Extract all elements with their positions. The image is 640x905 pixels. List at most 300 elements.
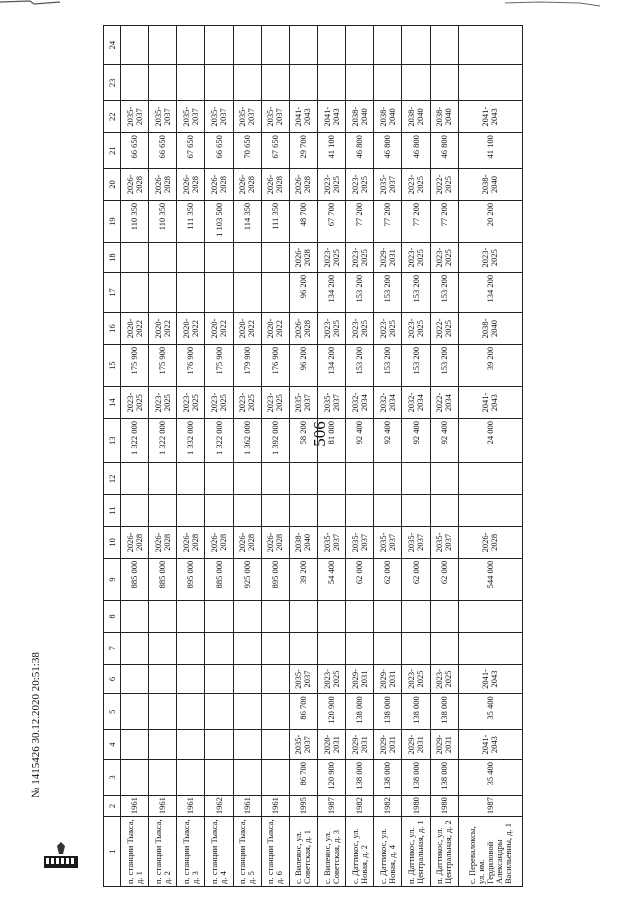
table-cell: 2023-2025	[261, 387, 289, 419]
table-cell: 2035-2037	[289, 664, 317, 694]
table-cell: 2020-2022	[121, 313, 149, 345]
table-cell: 2035-2037	[205, 101, 233, 133]
table-cell: 1961	[261, 795, 289, 816]
address-cell: с. Вилеяос, ул. Советская, д. 1	[289, 817, 317, 887]
table-cell: 77 200	[402, 200, 430, 242]
table-cell: 2041-2043	[458, 730, 522, 760]
table-cell	[374, 463, 402, 495]
table-cell: 2023-2025	[317, 313, 345, 345]
table-cell: 2038-2040	[458, 313, 522, 345]
table-cell: 35 400	[458, 694, 522, 730]
table-cell: 66 650	[149, 133, 177, 169]
table-cell: 153 200	[430, 344, 458, 386]
table-cell: 895 000	[177, 558, 205, 600]
table-cell	[346, 601, 374, 633]
address-cell: с. Перевалоксы, ул. им. Гердиловой Александры Васильевны, д. 1	[458, 817, 522, 887]
table-cell: 2026-2028	[233, 169, 261, 201]
table-cell: 925 000	[233, 558, 261, 600]
table-cell: 2029-2031	[374, 243, 402, 273]
table-cell: 1961	[121, 795, 149, 816]
table-cell: 2038-2040	[402, 101, 430, 133]
table-cell: 67 650	[177, 133, 205, 169]
table-cell	[121, 694, 149, 730]
table-cell: 2023-2025	[402, 169, 430, 201]
table-cell	[205, 243, 233, 273]
table-cell: 2035-2037	[121, 101, 149, 133]
table-cell: 29 700	[289, 133, 317, 169]
table-cell: 2026-2028	[177, 169, 205, 201]
table-cell: 885 000	[121, 558, 149, 600]
table-row	[346, 26, 374, 887]
table-cell: 153 200	[374, 272, 402, 312]
table-cell	[205, 759, 233, 795]
table-cell	[149, 26, 177, 65]
table-row	[458, 26, 522, 887]
table-cell: 885 000	[205, 558, 233, 600]
table-cell	[121, 26, 149, 65]
table-cell: 2026-2028	[205, 527, 233, 559]
table-cell	[233, 664, 261, 694]
table-cell	[121, 65, 149, 101]
table-cell	[205, 272, 233, 312]
table-cell: 1980	[402, 795, 430, 816]
table-header-row	[104, 26, 121, 887]
table-cell	[149, 759, 177, 795]
column-header-8: 8	[104, 601, 121, 633]
table-cell: 2035-2037	[317, 527, 345, 559]
column-header-18: 18	[104, 243, 121, 273]
table-cell: 62 000	[430, 558, 458, 600]
table-row	[289, 26, 317, 887]
column-header-22: 22	[104, 101, 121, 133]
table-cell	[149, 730, 177, 760]
table-cell	[233, 694, 261, 730]
table-cell: 138 000	[374, 694, 402, 730]
table-cell: 39 200	[289, 558, 317, 600]
table-cell: 86 700	[289, 759, 317, 795]
table-cell	[233, 495, 261, 527]
table-cell	[346, 632, 374, 664]
table-cell	[177, 65, 205, 101]
table-cell	[261, 65, 289, 101]
table-cell: 92 400	[430, 419, 458, 463]
table-cell: 2020-2022	[233, 313, 261, 345]
table-cell	[121, 730, 149, 760]
table-cell	[458, 463, 522, 495]
table-cell	[121, 495, 149, 527]
table-cell	[177, 601, 205, 633]
table-cell: 2020-2031	[317, 730, 345, 760]
table-cell: 2020-2022	[177, 313, 205, 345]
table-cell: 46 800	[402, 133, 430, 169]
table-cell	[233, 243, 261, 273]
table-cell: 2023-2025	[346, 169, 374, 201]
table-cell	[149, 664, 177, 694]
table-row	[121, 26, 149, 887]
address-cell: п. станции Тыкса, д. 6	[261, 817, 289, 887]
table-cell	[121, 759, 149, 795]
table-cell: 1995	[289, 795, 317, 816]
table-cell: 153 200	[374, 344, 402, 386]
column-header-2: 2	[104, 795, 121, 816]
table-cell: 41 100	[317, 133, 345, 169]
table-cell	[430, 601, 458, 633]
table-cell: 2023-2025	[346, 313, 374, 345]
table-cell	[402, 601, 430, 633]
table-cell: 2026-2028	[261, 169, 289, 201]
table-cell: 1 332 000	[177, 419, 205, 463]
table-cell	[205, 632, 233, 664]
table-cell	[121, 601, 149, 633]
table-cell: 2035-2037	[233, 101, 261, 133]
table-cell	[346, 65, 374, 101]
table-cell: 92 400	[346, 419, 374, 463]
table-cell: 2029-2031	[346, 664, 374, 694]
table-cell: 66 650	[121, 133, 149, 169]
table-cell: 111 350	[177, 200, 205, 242]
table-cell: 153 200	[402, 272, 430, 312]
table-cell	[149, 243, 177, 273]
table-cell: 70 650	[233, 133, 261, 169]
table-cell: 62 000	[374, 558, 402, 600]
table-cell	[261, 463, 289, 495]
table-cell: 2023-2025	[402, 243, 430, 273]
table-cell: 179 900	[233, 344, 261, 386]
table-cell: 138 000	[374, 759, 402, 795]
table-row	[233, 26, 261, 887]
table-cell: 2029-2031	[402, 730, 430, 760]
table-cell: 24 000	[458, 419, 522, 463]
table-cell: 2035-2037	[346, 527, 374, 559]
table-cell: 62 000	[346, 558, 374, 600]
table-cell: 885 000	[149, 558, 177, 600]
table-cell: 138 000	[402, 694, 430, 730]
table-cell: 1 322 000	[149, 419, 177, 463]
table-cell: 153 200	[402, 344, 430, 386]
table-cell	[430, 495, 458, 527]
table-cell	[261, 694, 289, 730]
table-cell: 1961	[233, 795, 261, 816]
table-cell	[205, 495, 233, 527]
table-cell: 1987	[317, 795, 345, 816]
scan-edge-marks	[0, 0, 640, 10]
column-header-10: 10	[104, 527, 121, 559]
table-cell	[289, 495, 317, 527]
table-cell	[402, 495, 430, 527]
table-cell	[317, 601, 345, 633]
table-cell	[149, 601, 177, 633]
table-cell	[233, 759, 261, 795]
page-number: 506	[310, 421, 329, 447]
table-cell: 86 700	[289, 694, 317, 730]
table-cell: 138 000	[346, 694, 374, 730]
table-cell: 1982	[374, 795, 402, 816]
column-header-4: 4	[104, 730, 121, 760]
table-cell: 120 900	[317, 759, 345, 795]
table-cell	[261, 632, 289, 664]
table-cell: 2026-2028	[289, 243, 317, 273]
address-cell: п. Даттикос, ул. Центральная, д. 1	[402, 817, 430, 887]
table-cell: 67 650	[261, 133, 289, 169]
document-stamp: № 1415426 30.12.2020 20:51:38	[30, 652, 42, 798]
table-cell	[149, 272, 177, 312]
table-cell: 138 000	[430, 759, 458, 795]
table-cell	[346, 495, 374, 527]
table-cell	[317, 495, 345, 527]
table-cell	[177, 694, 205, 730]
table-cell: 2029-2031	[430, 730, 458, 760]
table-cell	[374, 26, 402, 65]
address-cell: с. Даттикос, ул. Новая, д. 2	[346, 817, 374, 887]
table-cell: 2023-2025	[233, 387, 261, 419]
table-cell: 2029-2031	[374, 664, 402, 694]
table-cell	[205, 463, 233, 495]
table-cell: 2023-2025	[430, 664, 458, 694]
table-cell	[121, 272, 149, 312]
table-cell: 2020-2022	[149, 313, 177, 345]
table-cell: 1982	[346, 795, 374, 816]
table-cell	[261, 26, 289, 65]
table-cell	[177, 730, 205, 760]
table-cell: 110 350	[149, 200, 177, 242]
table-cell: 62 000	[402, 558, 430, 600]
table-cell	[177, 463, 205, 495]
table-cell: 2026-2028	[121, 527, 149, 559]
table-cell	[374, 601, 402, 633]
table-cell	[261, 730, 289, 760]
column-header-11: 11	[104, 495, 121, 527]
table-cell: 2020-2022	[205, 313, 233, 345]
table-cell: 81 000	[317, 419, 345, 463]
table-cell	[430, 65, 458, 101]
table-cell: 1 362 000	[233, 419, 261, 463]
table-cell: 2038-2040	[430, 101, 458, 133]
table-cell: 66 650	[205, 133, 233, 169]
table-row	[374, 26, 402, 887]
table-cell: 111 350	[261, 200, 289, 242]
table-cell: 2038-2040	[458, 169, 522, 201]
table-cell: 2035-2037	[430, 527, 458, 559]
column-header-19: 19	[104, 200, 121, 242]
table-cell: 176 900	[261, 344, 289, 386]
table-cell: 2026-2028	[233, 527, 261, 559]
table-cell	[233, 632, 261, 664]
table-cell: 2035-2037	[374, 527, 402, 559]
table-cell: 1962	[205, 795, 233, 816]
table-cell	[233, 463, 261, 495]
table-cell: 1 322 000	[121, 419, 149, 463]
table-cell	[121, 632, 149, 664]
table-cell: 46 800	[374, 133, 402, 169]
table-cell: 2035-2037	[289, 730, 317, 760]
table-cell	[177, 272, 205, 312]
table-cell: 2026-2028	[149, 169, 177, 201]
table-cell: 2026-2028	[458, 527, 522, 559]
table-cell	[289, 65, 317, 101]
table-cell: 2023-2025	[317, 243, 345, 273]
table-cell: 1980	[430, 795, 458, 816]
column-header-17: 17	[104, 272, 121, 312]
table-cell: 92 400	[374, 419, 402, 463]
table-cell	[205, 65, 233, 101]
table-cell	[149, 632, 177, 664]
table-cell: 2023-2025	[121, 387, 149, 419]
table-cell	[149, 694, 177, 730]
table-cell	[121, 243, 149, 273]
table-cell	[205, 694, 233, 730]
table-cell	[177, 495, 205, 527]
table-cell: 175 900	[121, 344, 149, 386]
table-cell	[261, 272, 289, 312]
table-cell: 96 200	[289, 344, 317, 386]
table-cell: 134 200	[317, 272, 345, 312]
table-cell: 2023-2025	[149, 387, 177, 419]
column-header-5: 5	[104, 694, 121, 730]
table-cell: 2023-2025	[205, 387, 233, 419]
table-cell: 67 700	[317, 200, 345, 242]
table-cell: 114 350	[233, 200, 261, 242]
table-cell	[261, 759, 289, 795]
column-header-14: 14	[104, 387, 121, 419]
table-cell: 96 200	[289, 272, 317, 312]
table-cell	[402, 632, 430, 664]
table-cell: 77 200	[430, 200, 458, 242]
table-cell	[317, 26, 345, 65]
table-cell	[317, 65, 345, 101]
table-cell	[317, 463, 345, 495]
table-cell	[149, 495, 177, 527]
table-cell: 77 200	[374, 200, 402, 242]
address-cell: п. станции Тыкса, д. 4	[205, 817, 233, 887]
column-header-7: 7	[104, 632, 121, 664]
table-cell	[233, 730, 261, 760]
table-cell	[261, 495, 289, 527]
address-cell: п. станции Тыкса, д. 5	[233, 817, 261, 887]
table-cell: 2026-2028	[205, 169, 233, 201]
table-cell: 2023-2025	[346, 243, 374, 273]
table-cell: 153 200	[430, 272, 458, 312]
table-cell: 1 392 000	[261, 419, 289, 463]
column-header-24: 24	[104, 26, 121, 65]
table-cell	[402, 26, 430, 65]
table-cell: 2041-2043	[289, 101, 317, 133]
table-cell	[430, 26, 458, 65]
address-cell: п. станции Тыкса, д. 1	[121, 817, 149, 887]
table-cell: 153 200	[346, 344, 374, 386]
table-cell: 2032-2034	[402, 387, 430, 419]
table-cell: 2022-2025	[430, 313, 458, 345]
table-row	[261, 26, 289, 887]
table-cell: 138 000	[402, 759, 430, 795]
table-cell: 175 900	[149, 344, 177, 386]
address-cell: п. станции Тыкса, д. 3	[177, 817, 205, 887]
table-cell	[177, 664, 205, 694]
table-cell: 2032-2034	[374, 387, 402, 419]
table-cell: 2022-2025	[430, 169, 458, 201]
table-cell	[149, 65, 177, 101]
table-cell: 2023-2025	[317, 169, 345, 201]
address-cell: п. станции Тыкса, д. 2	[149, 817, 177, 887]
table-cell	[458, 495, 522, 527]
table-cell: 2029-2031	[346, 730, 374, 760]
table-cell: 138 000	[346, 759, 374, 795]
table-cell	[121, 664, 149, 694]
table-cell: 2041-2043	[458, 664, 522, 694]
table-cell	[289, 463, 317, 495]
table-cell: 2023-2025	[430, 243, 458, 273]
table-cell: 2038-2040	[346, 101, 374, 133]
table-cell	[430, 463, 458, 495]
table-cell: 35 400	[458, 759, 522, 795]
column-header-20: 20	[104, 169, 121, 201]
table-cell	[346, 26, 374, 65]
table-row	[402, 26, 430, 887]
table-row	[177, 26, 205, 887]
table-row	[205, 26, 233, 887]
table-cell: 2026-2028	[177, 527, 205, 559]
table-cell	[402, 65, 430, 101]
table-cell	[289, 632, 317, 664]
table-cell: 2026-2028	[261, 527, 289, 559]
address-cell: п. Даттикос, ул. Центральная, д. 2	[430, 817, 458, 887]
table-cell: 2041-2043	[458, 101, 522, 133]
table-cell: 544 000	[458, 558, 522, 600]
column-header-23: 23	[104, 65, 121, 101]
table-cell: 2026-2028	[289, 169, 317, 201]
table-cell	[402, 463, 430, 495]
table-cell	[458, 26, 522, 65]
table-cell: 54 400	[317, 558, 345, 600]
table-cell: 58 200	[289, 419, 317, 463]
table-cell	[374, 65, 402, 101]
table-cell: 2026-2028	[289, 313, 317, 345]
table-cell: 2026-2028	[149, 527, 177, 559]
table-cell	[374, 632, 402, 664]
column-header-13: 13	[104, 419, 121, 463]
table-cell	[289, 601, 317, 633]
table-cell: 2023-2025	[177, 387, 205, 419]
table-cell: 2032-2034	[346, 387, 374, 419]
table-cell: 2035-2037	[374, 169, 402, 201]
table-cell	[149, 463, 177, 495]
table-cell: 2038-2040	[289, 527, 317, 559]
table-cell	[205, 26, 233, 65]
table-cell	[458, 601, 522, 633]
table-cell	[233, 272, 261, 312]
table-cell	[121, 463, 149, 495]
table-cell	[205, 730, 233, 760]
table-cell: 2022-2034	[430, 387, 458, 419]
table-cell: 134 200	[317, 344, 345, 386]
table-cell: 77 200	[346, 200, 374, 242]
table-cell: 2035-2037	[177, 101, 205, 133]
table-cell: 2023-2025	[402, 664, 430, 694]
table-cell: 120 900	[317, 694, 345, 730]
rotated-table-container	[103, 25, 523, 887]
table-cell: 1961	[177, 795, 205, 816]
table-cell: 41 100	[458, 133, 522, 169]
table-cell: 138 000	[430, 694, 458, 730]
table-cell: 2023-2025	[317, 664, 345, 694]
table-cell: 2029-2031	[374, 730, 402, 760]
table-cell	[346, 463, 374, 495]
table-cell: 2038-2040	[374, 101, 402, 133]
table-cell: 153 200	[346, 272, 374, 312]
table-cell	[233, 65, 261, 101]
table-cell: 20 200	[458, 200, 522, 242]
table-cell: 1987	[458, 795, 522, 816]
table-cell: 110 350	[121, 200, 149, 242]
